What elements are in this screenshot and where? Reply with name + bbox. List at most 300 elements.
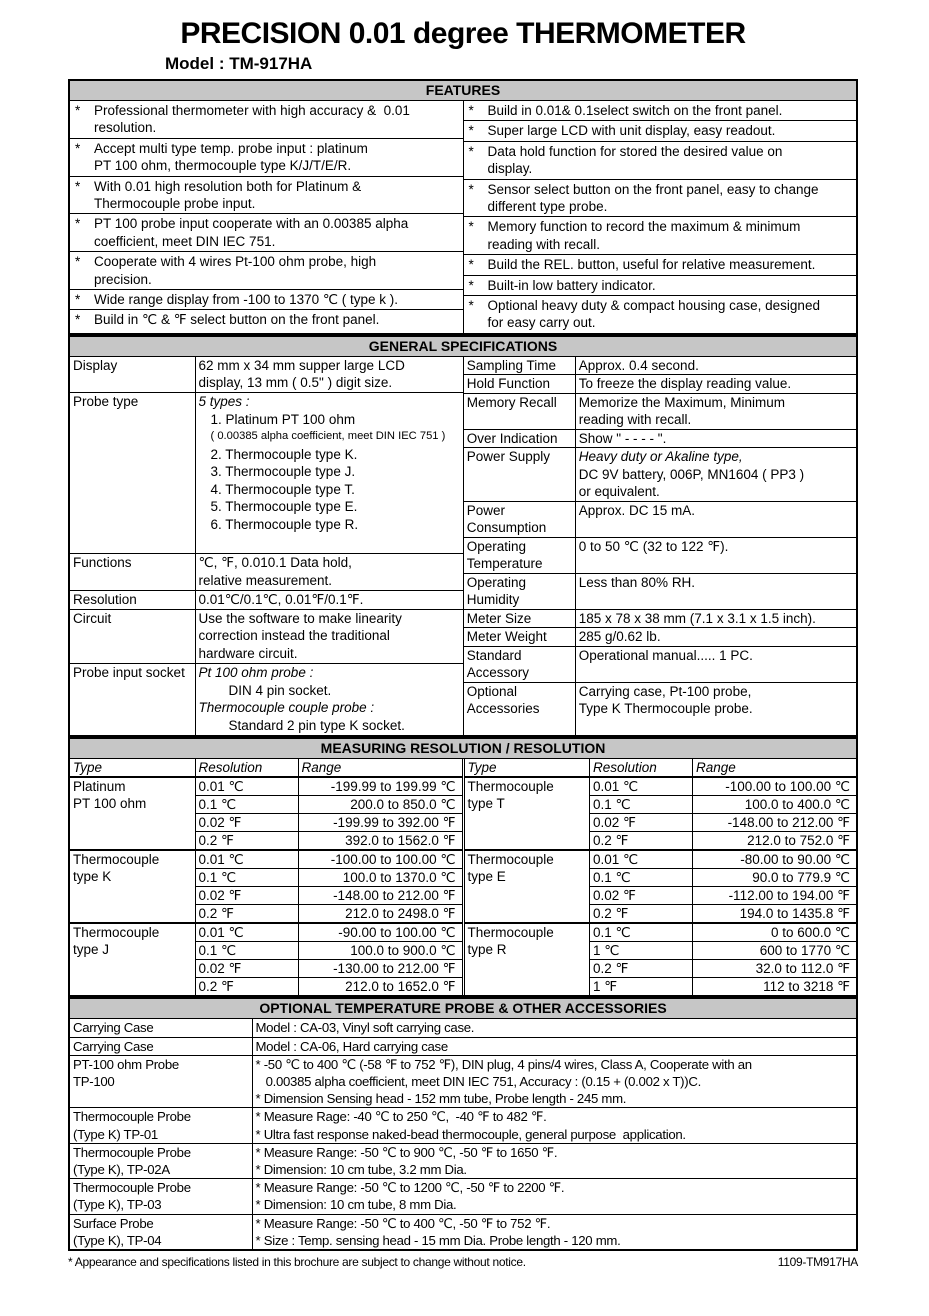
spec-value [195, 357, 463, 393]
feature-line: Professional thermometer with high accuracy & 0.01 [94, 103, 410, 118]
feature-text [94, 102, 461, 137]
spec-value [575, 501, 856, 537]
feature-item [464, 141, 857, 179]
spec-value-line: reading with recall. [578, 412, 692, 428]
optional-value-line: 0.00385 alpha coefficient, meet DIN IEC 751, Accuracy : (0.15 + (0.002 x T))C. [255, 1073, 701, 1089]
resolution-cell: 1 ℉ [590, 978, 693, 996]
spec-row [463, 501, 856, 537]
feature-line: PT 100 probe input cooperate with an 0.00385 alpha [94, 216, 409, 232]
spec-value [575, 448, 856, 502]
feature-text [488, 297, 855, 332]
spec-value-line: 5. Thermocouple type E. [210, 499, 358, 515]
measuring-row [465, 777, 857, 796]
feature-item [70, 176, 463, 214]
range-cell: -90.00 to 100.00 ℃ [298, 923, 462, 942]
optional-label-line: (Type K), TP-03 [73, 1197, 162, 1213]
optional-value-line: * Dimension: 10 cm tube, 3.2 mm Dia. [255, 1162, 467, 1177]
spec-value-line: 0.01℃/0.1℃, 0.01℉/0.1℉. [198, 592, 364, 608]
general-specs-right-table [463, 357, 856, 736]
spec-value [575, 429, 856, 448]
range-cell: -100.00 to 100.00 ℃ [298, 850, 462, 869]
optional-value-line: Model : CA-06, Hard carrying case [255, 1038, 448, 1054]
spec-row [463, 628, 856, 647]
spec-value [575, 393, 856, 429]
feature-text [94, 140, 461, 175]
footer [68, 1255, 858, 1270]
feature-line: coefficient, meet DIN IEC 751. [94, 233, 276, 249]
general-specs-left-table [70, 357, 463, 736]
spec-value [575, 537, 856, 573]
spec-value-line: 4. Thermocouple type T. [210, 481, 355, 497]
optional-value [252, 1214, 856, 1249]
bullet: * [75, 312, 81, 328]
column-header: Resolution [195, 759, 298, 777]
range-cell: 100.0 to 900.0 ℃ [298, 942, 462, 960]
range-cell: -80.00 to 90.00 ℃ [693, 850, 857, 869]
bullet: * [468, 219, 474, 235]
feature-line: display. [487, 161, 533, 177]
feature-text [488, 102, 855, 119]
bullet: * [468, 103, 474, 118]
optional-value [252, 1019, 856, 1037]
spec-value-line: 62 mm x 34 mm supper large LCD [198, 357, 405, 373]
column-header: Resolution [590, 759, 693, 777]
spec-value [575, 357, 856, 375]
optional-label [70, 1037, 252, 1055]
range-cell: 100.0 to 400.0 ℃ [693, 796, 857, 814]
spec-label: Operating Humidity [463, 573, 575, 609]
optional-label-line: TP-100 [73, 1073, 115, 1089]
range-cell: 212.0 to 752.0 ℉ [693, 832, 857, 851]
resolution-cell: 0.2 ℉ [590, 832, 693, 851]
spec-row [70, 591, 463, 610]
type-cell [70, 923, 195, 995]
bullet: * [75, 103, 81, 118]
resolution-cell: 0.02 ℉ [195, 814, 298, 832]
spec-value-line: 3. Thermocouple type J. [210, 464, 356, 480]
optional-row [70, 1143, 856, 1178]
feature-line: Built-in low battery indicator. [487, 277, 656, 293]
spec-value-line: Show " - - - - ". [578, 430, 667, 446]
feature-text [488, 256, 855, 273]
measuring-row [70, 923, 462, 942]
spec-row [70, 357, 463, 393]
optional-row [70, 1019, 856, 1037]
spec-value-line: Pt 100 ohm probe : [198, 665, 314, 681]
spec-value [195, 393, 463, 554]
feature-text [488, 181, 855, 216]
type-line: Thermocouple [73, 852, 160, 868]
spec-value-line: Less than 80% RH. [578, 574, 696, 590]
spec-value-line: Standard 2 pin type K socket. [228, 717, 405, 733]
feature-item [464, 120, 857, 140]
range-cell: 212.0 to 2498.0 ℉ [298, 905, 462, 924]
range-cell: -148.00 to 212.00 ℉ [693, 814, 857, 832]
feature-text [94, 215, 461, 250]
spec-value-line [579, 519, 853, 537]
type-line: Thermocouple [467, 925, 554, 941]
feature-line: for easy carry out. [487, 315, 596, 331]
feature-line: Build the REL. button, useful for relative measurement. [487, 257, 816, 273]
feature-line: Data hold function for stored the desired value on [487, 143, 783, 159]
type-line: Thermocouple [467, 779, 554, 795]
bullet: * [75, 254, 81, 270]
resolution-cell: 0.1 ℃ [590, 796, 693, 814]
resolution-cell: 0.1 ℃ [195, 869, 298, 887]
optional-row [70, 1037, 856, 1055]
spec-value [575, 682, 856, 735]
type-line: PT 100 ohm [73, 796, 147, 812]
type-line: type T [467, 796, 505, 812]
feature-item [70, 101, 463, 138]
spec-value-line [579, 718, 853, 736]
type-line: type K [73, 869, 112, 885]
spec-value-line: 0 to 50 ℃ (32 to 122 ℉). [578, 538, 729, 554]
feature-item [70, 251, 463, 289]
feature-text [488, 218, 855, 253]
footer-code: 1109-TM917HA [777, 1255, 858, 1270]
optional-value-line: * Measure Rage: -40 ℃ to 250 ℃, -40 ℉ to 482 ℉. [255, 1109, 547, 1125]
spec-label: Hold Function [463, 375, 575, 394]
measuring-row [465, 923, 857, 942]
measuring-header: MEASURING RESOLUTION / RESOLUTION [70, 739, 856, 759]
feature-line: Cooperate with 4 wires Pt-100 ohm probe, high [94, 254, 377, 270]
feature-item [464, 254, 857, 274]
range-cell: 112 to 3218 ℉ [693, 978, 857, 996]
optional-label [70, 1055, 252, 1108]
spec-value-line: Carrying case, Pt-100 probe, [578, 683, 752, 699]
measuring-header-row [70, 759, 462, 777]
range-cell: -199.99 to 392.00 ℉ [298, 814, 462, 832]
optional-value-line: * Size : Temp. sensing head - 15 mm Dia. Probe length - 120 mm. [255, 1232, 621, 1248]
resolution-cell: 0.2 ℉ [590, 905, 693, 924]
type-line: type E [467, 869, 506, 885]
resolution-cell: 0.02 ℉ [195, 960, 298, 978]
spec-value-line: DC 9V battery, 006P, MN1604 ( PP3 ) [578, 466, 805, 482]
range-cell: 32.0 to 112.0 ℉ [693, 960, 857, 978]
resolution-cell: 1 ℃ [590, 942, 693, 960]
type-cell [70, 777, 195, 850]
optional-label-line: (Type K), TP-04 [73, 1232, 162, 1248]
spec-row [463, 573, 856, 609]
column-header: Range [298, 759, 462, 777]
measuring-row [465, 850, 857, 869]
optional-value-line: * Dimension Sensing head - 152 mm tube, Probe length - 245 mm. [255, 1091, 627, 1107]
resolution-cell: 0.1 ℃ [195, 796, 298, 814]
spec-value-line: 1. Platinum PT 100 ohm [210, 411, 356, 427]
range-cell: -130.00 to 212.00 ℉ [298, 960, 462, 978]
general-specs-section [68, 335, 858, 738]
feature-line: resolution. [94, 120, 157, 136]
spec-value-line: Operational manual..... 1 PC. [578, 647, 753, 663]
type-cell [465, 850, 590, 923]
optional-row [70, 1179, 856, 1214]
optional-value-line: * Ultra fast response naked-bead thermocouple, general purpose application. [255, 1126, 686, 1142]
type-line: type J [73, 942, 110, 958]
measuring-row [70, 850, 462, 869]
spec-row [70, 393, 463, 554]
measuring-header-row [465, 759, 857, 777]
optional-label [70, 1179, 252, 1214]
bullet: * [75, 216, 81, 232]
spec-value-line [199, 533, 460, 551]
range-cell: -100.00 to 100.00 ℃ [693, 777, 857, 796]
feature-line: Build in ℃ & ℉ select button on the front panel. [94, 312, 380, 328]
spec-value-line: ℃, ℉, 0.010.1 Data hold, [198, 555, 352, 571]
optional-section [68, 997, 858, 1251]
feature-item [464, 275, 857, 295]
spec-value-line: hardware circuit. [198, 645, 298, 661]
spec-row [463, 357, 856, 375]
feature-item [464, 295, 857, 333]
resolution-cell: 0.01 ℃ [590, 850, 693, 869]
column-header: Range [693, 759, 857, 777]
optional-row [70, 1214, 856, 1249]
measuring-section [68, 737, 858, 997]
optional-header: OPTIONAL TEMPERATURE PROBE & OTHER ACCESSORIES [70, 999, 856, 1019]
feature-line: Accept multi type temp. probe input : platinum [94, 140, 368, 156]
feature-text [488, 277, 855, 294]
resolution-cell: 0.01 ℃ [195, 850, 298, 869]
range-cell: 392.0 to 1562.0 ℉ [298, 832, 462, 851]
spec-value-line: Thermocouple couple probe : [198, 700, 375, 716]
optional-label-line: Thermocouple Probe [73, 1109, 191, 1125]
spec-value-line: Memorize the Maximum, Minimum [578, 394, 786, 410]
spec-row [463, 393, 856, 429]
optional-value [252, 1037, 856, 1055]
measuring-left-table [70, 759, 462, 995]
spec-label: Probe input socket [70, 664, 195, 736]
optional-label [70, 1108, 252, 1143]
measuring-row [70, 777, 462, 796]
spec-label: Optional Accessories [463, 682, 575, 735]
spec-value [575, 646, 856, 682]
feature-text [94, 311, 461, 328]
type-cell [465, 777, 590, 850]
model-number: Model : TM-917HA [165, 54, 313, 73]
optional-value-line: * Dimension: 10 cm tube, 8 mm Dia. [255, 1197, 457, 1213]
feature-text [94, 291, 461, 308]
spec-value-line: Heavy duty or Akaline type, [578, 449, 743, 465]
general-specs-header: GENERAL SPECIFICATIONS [70, 337, 856, 357]
spec-row [463, 429, 856, 448]
range-cell: -112.00 to 194.00 ℉ [693, 887, 857, 905]
range-cell: 194.0 to 1435.8 ℉ [693, 905, 857, 924]
feature-text [488, 143, 855, 178]
features-left-column [70, 101, 463, 333]
spec-value-line: 285 g/0.62 lb. [578, 629, 661, 645]
feature-line: precision. [94, 271, 152, 287]
bullet: * [75, 292, 81, 308]
spec-value-line: 6. Thermocouple type R. [210, 516, 359, 532]
page-title: PRECISION 0.01 degree THERMOMETER [180, 17, 746, 50]
spec-row [70, 609, 463, 663]
column-header: Type [465, 759, 590, 777]
feature-item [70, 289, 463, 309]
feature-line: Sensor select button on the front panel, easy to change [487, 181, 819, 197]
spec-value [575, 375, 856, 394]
optional-label-line: Carrying Case [73, 1038, 154, 1054]
spec-value-line: Type K Thermocouple probe. [578, 701, 753, 717]
spec-label: Power Consumption [463, 501, 575, 537]
spec-value [195, 591, 463, 610]
optional-value-line: * -50 ℃ to 400 ℃ (-58 ℉ to 752 ℉), DIN plug, 4 pins/4 wires, Class A, Cooperate with an [255, 1056, 752, 1072]
feature-line: Thermocouple probe input. [94, 196, 256, 212]
spec-value-line: 2. Thermocouple type K. [210, 446, 358, 462]
spec-value [575, 609, 856, 628]
optional-value [252, 1108, 856, 1143]
optional-value-line: Model : CA-03, Vinyl soft carrying case. [255, 1020, 475, 1036]
resolution-cell: 0.2 ℉ [590, 960, 693, 978]
optional-label [70, 1143, 252, 1178]
spec-label: Meter Size [463, 609, 575, 628]
spec-value [195, 554, 463, 591]
bullet: * [75, 178, 81, 194]
type-line: Platinum [73, 779, 126, 795]
spec-label: Over Indication [463, 429, 575, 448]
spec-value-line: ( 0.00385 alpha coefficient, meet DIN IEC 751 ) [210, 430, 446, 443]
measuring-right-table [465, 759, 857, 995]
feature-line: PT 100 ohm, thermocouple type K/J/T/E/R. [94, 158, 352, 174]
spec-value-line: correction instead the traditional [198, 628, 390, 644]
range-cell: 100.0 to 1370.0 ℃ [298, 869, 462, 887]
optional-row [70, 1108, 856, 1143]
spec-label: Operating Temperature [463, 537, 575, 573]
type-line: Thermocouple [73, 925, 160, 941]
resolution-cell: 0.01 ℃ [590, 777, 693, 796]
feature-text [94, 178, 461, 213]
optional-value-line: * Measure Range: -50 ℃ to 1200 ℃, -50 ℉ to 2200 ℉. [255, 1180, 565, 1196]
spec-label: Circuit [70, 609, 195, 663]
resolution-cell: 0.01 ℃ [195, 923, 298, 942]
spec-value-line: To freeze the display reading value. [578, 376, 792, 392]
spec-row [463, 646, 856, 682]
measuring-left-half [70, 759, 463, 995]
spec-value-line: display, 13 mm ( 0.5" ) digit size. [198, 375, 393, 391]
range-cell: 0 to 600.0 ℃ [693, 923, 857, 942]
optional-label-line: Carrying Case [73, 1020, 154, 1036]
resolution-cell: 0.02 ℉ [590, 814, 693, 832]
spec-label: Memory Recall [463, 393, 575, 429]
feature-line: Build in 0.01& 0.1select switch on the front panel. [487, 103, 783, 118]
spec-label: Resolution [70, 591, 195, 610]
feature-text [94, 253, 461, 288]
footer-note: * Appearance and specifications listed in this brochure are subject to change without notice. [68, 1255, 526, 1270]
range-cell: 90.0 to 779.9 ℃ [693, 869, 857, 887]
feature-line: Super large LCD with unit display, easy readout. [487, 123, 776, 139]
spec-row [463, 682, 856, 735]
resolution-cell: 0.02 ℉ [590, 887, 693, 905]
optional-label-line: (Type K) TP-01 [73, 1126, 158, 1142]
spec-label: Power Supply [463, 448, 575, 502]
spec-value-line: or equivalent. [578, 484, 660, 500]
spec-row [70, 554, 463, 591]
features-right-column [463, 101, 857, 333]
spec-row [463, 609, 856, 628]
optional-label-line: Thermocouple Probe [73, 1144, 191, 1160]
type-line: Thermocouple [467, 852, 554, 868]
resolution-cell: 0.02 ℉ [195, 887, 298, 905]
spec-value-line: Use the software to make linearity [198, 610, 402, 626]
spec-value-line [579, 664, 853, 682]
spec-value-line [579, 591, 853, 609]
range-cell: 200.0 to 850.0 ℃ [298, 796, 462, 814]
spec-label: Standard Accessory [463, 646, 575, 682]
resolution-cell: 0.2 ℉ [195, 905, 298, 924]
column-header: Type [70, 759, 195, 777]
bullet: * [468, 123, 474, 139]
optional-value [252, 1179, 856, 1214]
feature-item [464, 179, 857, 217]
spec-value-line: 185 x 78 x 38 mm (7.1 x 3.1 x 1.5 inch). [578, 610, 816, 626]
spec-label: Functions [70, 554, 195, 591]
spec-value-line: Approx. DC 15 mA. [578, 502, 696, 518]
bullet: * [468, 277, 474, 293]
spec-label: Probe type [70, 393, 195, 554]
spec-value-line [579, 555, 853, 573]
spec-value-line: DIN 4 pin socket. [228, 682, 332, 698]
type-line: type R [467, 942, 507, 958]
type-cell [465, 923, 590, 995]
range-cell: -199.99 to 199.99 ℃ [298, 777, 462, 796]
feature-item [464, 101, 857, 120]
feature-item [70, 138, 463, 176]
range-cell: 212.0 to 1652.0 ℉ [298, 978, 462, 996]
features-header: FEATURES [70, 81, 856, 101]
features-section [68, 79, 858, 335]
feature-item [464, 216, 857, 254]
feature-line: Memory function to record the maximum & minimum [487, 219, 801, 235]
range-cell: -148.00 to 212.00 ℉ [298, 887, 462, 905]
spec-row [463, 375, 856, 394]
spec-label: Sampling Time [463, 357, 575, 375]
feature-line: reading with recall. [487, 236, 601, 252]
optional-value [252, 1143, 856, 1178]
optional-table [70, 1019, 856, 1249]
type-cell [70, 850, 195, 923]
feature-item [70, 309, 463, 329]
optional-label-line: PT-100 ohm Probe [73, 1056, 179, 1072]
spec-value-line: Approx. 0.4 second. [578, 357, 699, 373]
optional-row [70, 1055, 856, 1108]
bullet: * [468, 143, 474, 159]
optional-label-line: Thermocouple Probe [73, 1180, 191, 1196]
resolution-cell: 0.2 ℉ [195, 832, 298, 851]
resolution-cell: 0.01 ℃ [195, 777, 298, 796]
bullet: * [468, 298, 474, 314]
measuring-right-half [464, 759, 857, 995]
bullet: * [75, 140, 81, 156]
optional-value-line: * Measure Range: -50 ℃ to 400 ℃, -50 ℉ to 752 ℉. [255, 1215, 551, 1231]
spec-row [463, 448, 856, 502]
spec-row [70, 664, 463, 736]
optional-label-line: (Type K), TP-02A [73, 1162, 170, 1177]
resolution-cell: 0.1 ℃ [590, 869, 693, 887]
resolution-cell: 0.1 ℃ [590, 923, 693, 942]
spec-value-line: 5 types : [198, 394, 250, 410]
feature-item [70, 213, 463, 251]
feature-line: With 0.01 high resolution both for Platinum & [94, 178, 362, 194]
optional-value [252, 1055, 856, 1108]
feature-line: Wide range display from -100 to 1370 ℃ ( type k ). [94, 292, 399, 308]
resolution-cell: 0.1 ℃ [195, 942, 298, 960]
feature-line: Optional heavy duty & compact housing case, designed [487, 298, 820, 314]
spec-label: Display [70, 357, 195, 393]
spec-value-line: relative measurement. [198, 572, 333, 588]
spec-label: Meter Weight [463, 628, 575, 647]
spec-value [195, 609, 463, 663]
spec-row [463, 537, 856, 573]
